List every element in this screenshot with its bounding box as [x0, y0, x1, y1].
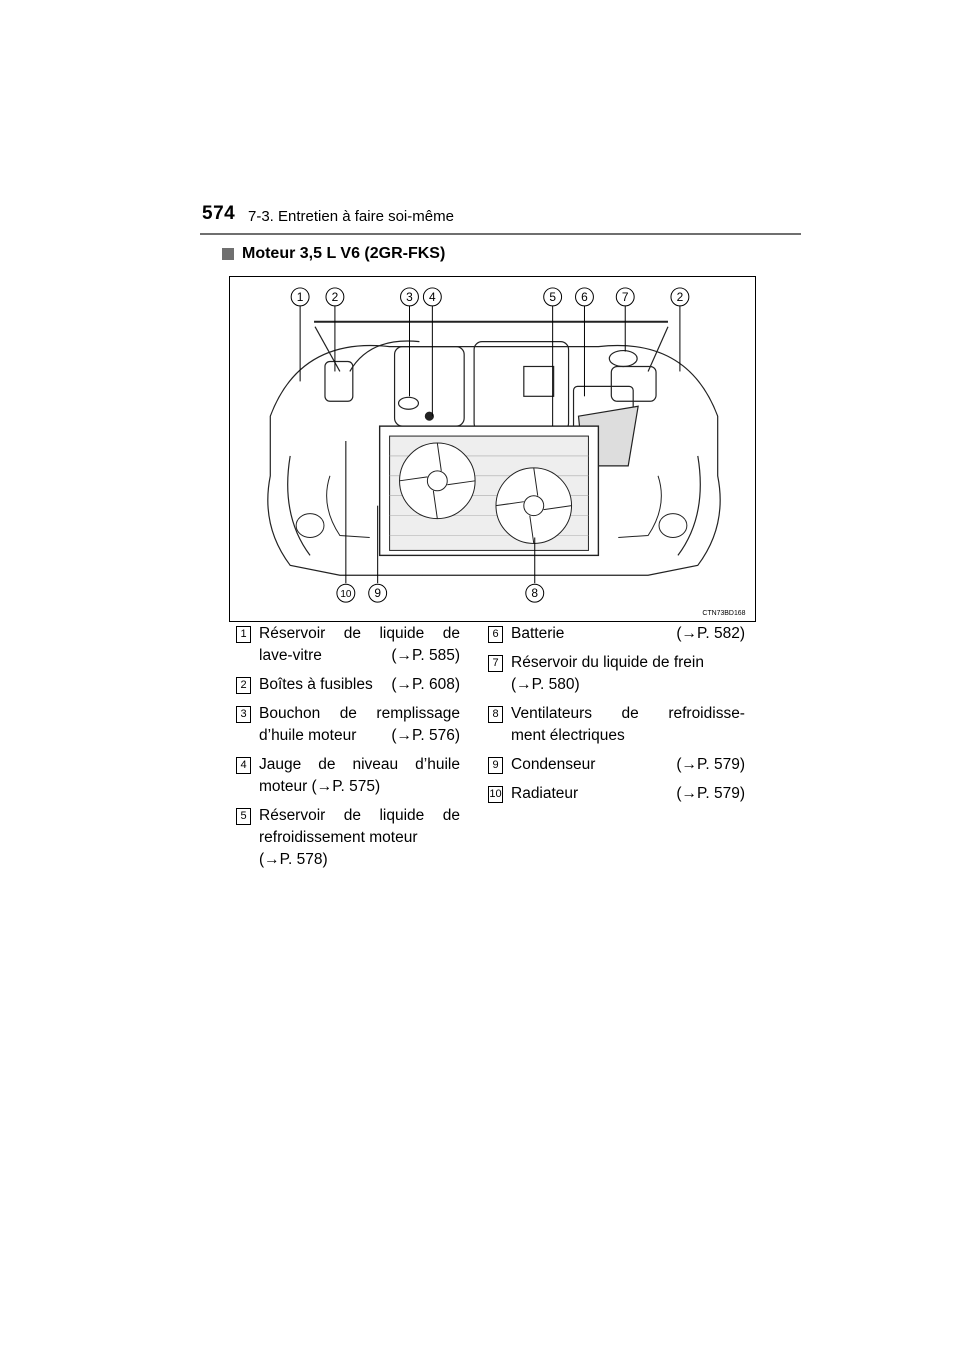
page-reference: (→P. 579) [676, 785, 745, 802]
legend-line: lave-vitre (→P. 585) [259, 645, 460, 667]
svg-text:1: 1 [296, 289, 304, 304]
engine-compartment-figure [229, 276, 756, 622]
legend-number: 1 [236, 626, 251, 643]
legend-line: d’huile moteur (→P. 576) [259, 725, 460, 747]
legend-line: Boîtes à fusibles (→P. 608) [259, 674, 460, 696]
svg-text:7: 7 [621, 289, 629, 304]
svg-text:2: 2 [676, 289, 684, 304]
legend-line: ment électriques [511, 727, 625, 744]
legend-line: Condenseur (→P. 579) [511, 754, 745, 776]
legend-right [488, 623, 745, 812]
legend-line: Réservoir de liquide de [259, 807, 460, 824]
legend-item [488, 623, 745, 645]
section-title: Moteur 3,5 L V6 (2GR-FKS) [242, 245, 446, 262]
svg-text:9: 9 [374, 586, 381, 601]
page-number: 574 [202, 203, 236, 224]
callout-1 [291, 288, 309, 306]
svg-text:4: 4 [429, 289, 436, 304]
legend-item [488, 754, 745, 776]
callout-8 [526, 584, 544, 602]
header-rule [200, 233, 801, 235]
legend-line: (→P. 578) [259, 851, 328, 868]
legend-line: Réservoir de liquide de [259, 625, 460, 642]
legend-number: 6 [488, 626, 503, 643]
legend-line: (→P. 580) [511, 676, 580, 693]
legend-line: Réservoir du liquide de frein [511, 654, 704, 671]
svg-text:5: 5 [549, 289, 556, 304]
page-reference: (→P. 582) [676, 625, 745, 642]
callout-6 [576, 288, 594, 306]
svg-text:10: 10 [340, 589, 352, 601]
legend-number: 10 [488, 786, 503, 803]
legend-line: refroidissement moteur [259, 829, 418, 846]
engine-illustration [230, 277, 755, 621]
legend-line: moteur (→P. 575) [259, 778, 381, 795]
legend-item [488, 652, 745, 696]
legend-number: 4 [236, 757, 251, 774]
callout-9 [369, 584, 387, 602]
callout-5 [544, 288, 562, 306]
page-reference: (→P. 576) [391, 727, 460, 744]
page-reference: (→P. 585) [391, 647, 460, 664]
svg-text:8: 8 [531, 586, 539, 601]
legend-number: 3 [236, 706, 251, 723]
legend-line: Bouchon de remplissage [259, 705, 460, 722]
callout-2 [326, 288, 344, 306]
page-reference: (→P. 579) [676, 756, 745, 773]
chapter-title: 7-3. Entretien à faire soi-même [248, 208, 454, 225]
legend-line: Batterie (→P. 582) [511, 623, 745, 645]
legend-number: 2 [236, 677, 251, 694]
legend-line: Jauge de niveau d’huile [259, 756, 460, 773]
square-bullet-icon [222, 248, 234, 260]
callout-10 [337, 584, 355, 602]
legend-item [488, 703, 745, 747]
legend-line: Radiateur (→P. 579) [511, 783, 745, 805]
section-heading [222, 245, 445, 263]
legend-item [236, 754, 460, 798]
legend-item [236, 703, 460, 747]
svg-text:6: 6 [581, 289, 588, 304]
legend-line: Ventilateurs de refroidisse- [511, 705, 745, 722]
legend-item [488, 783, 745, 805]
legend-left [236, 623, 460, 878]
legend-item [236, 805, 460, 871]
legend-number: 5 [236, 808, 251, 825]
legend-item [236, 623, 460, 667]
callout-3 [401, 288, 419, 306]
legend-number: 8 [488, 706, 503, 723]
legend-item [236, 674, 460, 696]
page-reference: (→P. 608) [391, 676, 460, 693]
callout-4 [423, 288, 441, 306]
legend-number: 7 [488, 655, 503, 672]
svg-text:2: 2 [331, 289, 339, 304]
callout-2 [671, 288, 689, 306]
callout-7 [616, 288, 634, 306]
svg-text:3: 3 [406, 289, 413, 304]
legend-number: 9 [488, 757, 503, 774]
figure-code: CTN73BD168 [702, 610, 746, 618]
